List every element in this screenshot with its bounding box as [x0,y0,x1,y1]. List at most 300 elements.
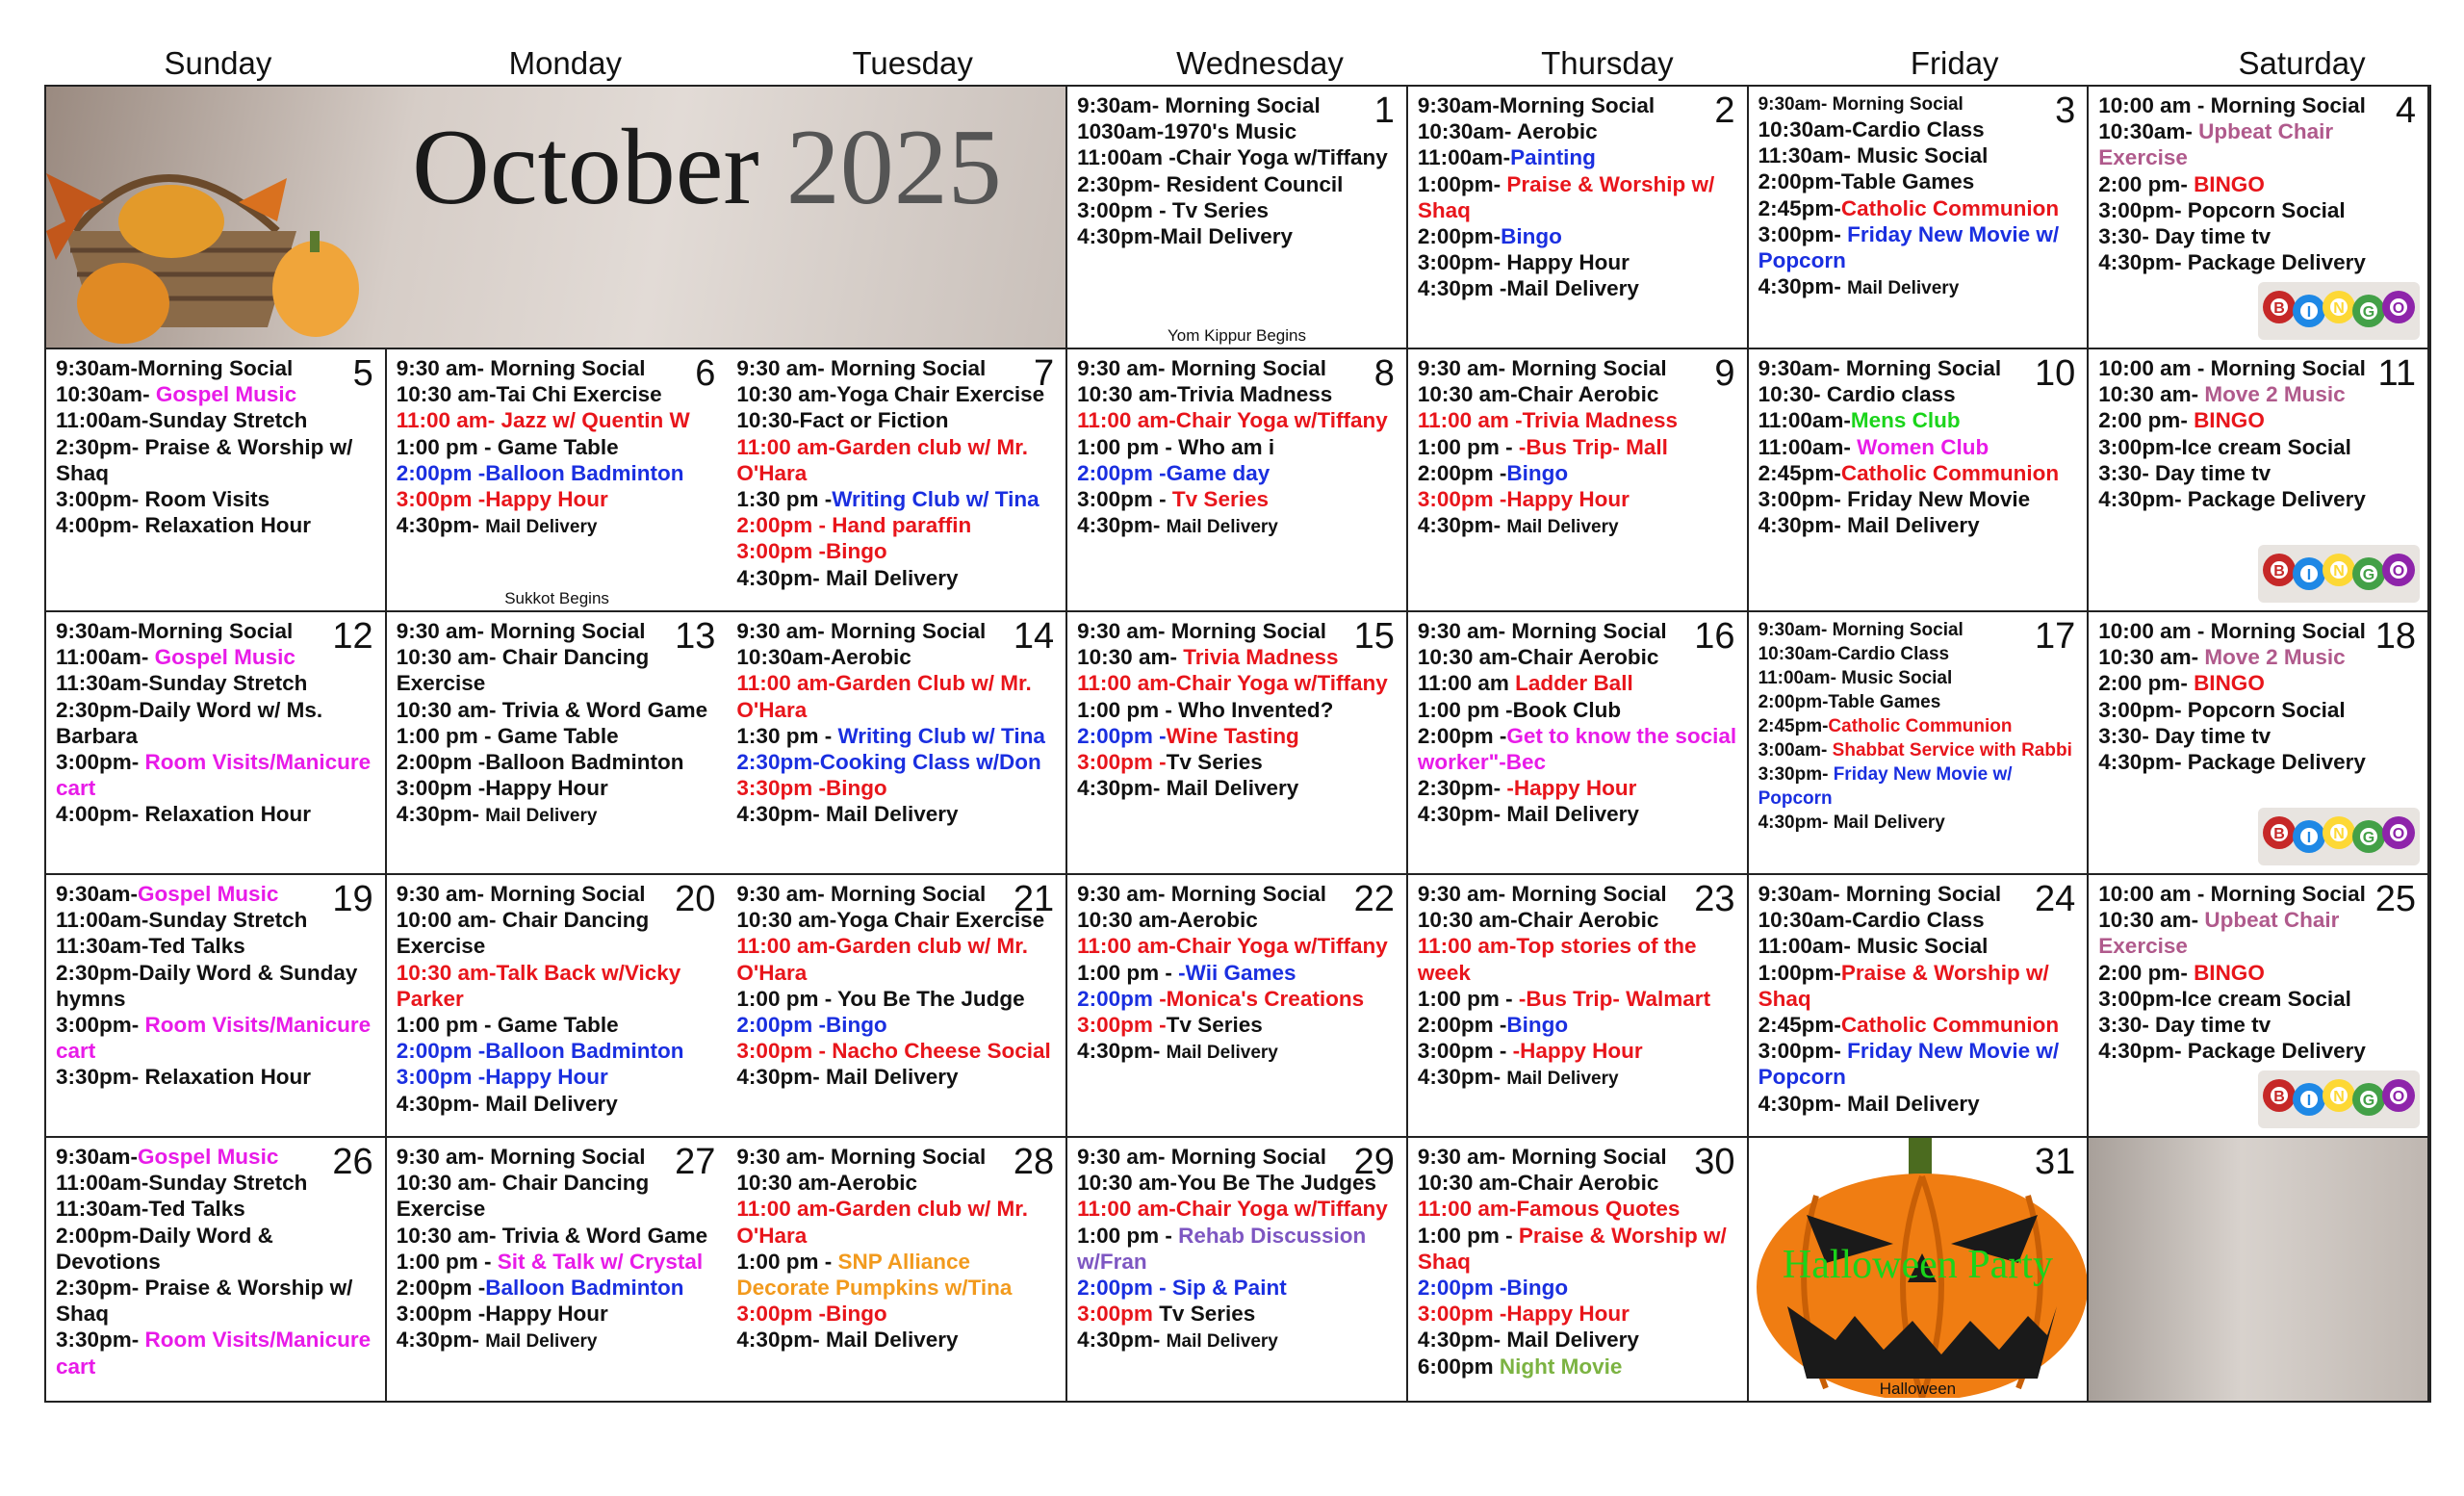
event-item: 9:30am-Morning Social [56,356,294,380]
event-list [397,881,720,1117]
event-item: 10:00 am - Morning Social [2098,882,2366,906]
svg-text:I: I [2306,830,2312,846]
event-item: 11:00am- Gospel Music [56,645,295,670]
event-item: 2:45pm-Catholic Communion [1758,1013,2060,1038]
event-item: 11:00am-Mens Club [1758,408,1961,433]
weekday-sunday: Sunday [164,45,272,81]
day-cell-29 [1067,1138,1408,1401]
event-item: 9:30 am- Morning Social [396,882,646,906]
event-item: 10:00 am- Chair Dancing Exercise [396,908,650,959]
day-number: 15 [1353,616,1395,657]
event-item: 3:00pm - -Happy Hour [1417,1039,1643,1064]
calendar-grid [44,85,2431,1403]
event-list [1758,355,2080,538]
weekday-monday: Monday [508,45,622,81]
event-item: 10:30 am- Trivia & Word Game [396,1223,708,1248]
event-item: 3:00pm- Friday New Movie w/ Popcorn [1758,221,2060,273]
bingo-balls-icon [2258,1070,2420,1128]
event-item: 11:00 am- Jazz w/ Quentin W [396,408,690,433]
event-item: 10:30am-Cardio Class [1758,644,1950,664]
svg-text:I: I [2306,304,2312,321]
event-item: 1:30 pm -Writing Club w/ Tina [736,487,1040,512]
event-item: 3:00pm- Room Visits [56,487,270,512]
event-item: 3:00pm-Ice cream Social [2098,986,2351,1011]
event-item: 9:30am- Morning Social [1758,94,1964,115]
day-number: 30 [1694,1142,1735,1182]
event-item: 3:30- Day time tv [2098,460,2272,485]
event-item: 4:30pm- Mail Delivery [1417,1328,1639,1353]
event-item: 4:30pm- Mail Delivery [1077,513,1278,538]
event-item: 4:30pm -Mail Delivery [1417,276,1639,301]
weekday-wednesday: Wednesday [1176,45,1344,81]
svg-text:O: O [2392,563,2405,580]
event-item: 1:00pm- Praise & Worship w/ Shaq [1417,171,1715,222]
day-number: 1 [1373,90,1395,131]
svg-text:I: I [2306,1093,2312,1109]
event-item: 10:00 am - Morning Social [2098,619,2366,643]
event-item: 3:30- Day time tv [2098,224,2272,249]
event-item: 3:00pm- Popcorn Social [2098,697,2346,722]
event-list [1418,618,1739,828]
svg-text:N: N [2333,300,2345,317]
day-number: 28 [1013,1142,1055,1182]
holiday-note: Yom Kippur Begins [1168,326,1306,345]
event-item: 4:30pm- Package Delivery [2098,487,2366,512]
event-item: 4:30pm- Mail Delivery [396,1091,618,1116]
bingo-balls-icon [2258,545,2420,603]
event-item: 4:30pm- Package Delivery [2098,750,2366,775]
event-item: 11:00 am-Garden club w/ Mr. O'Hara [736,434,1029,485]
event-item: 9:30 am- Morning Social [396,1145,646,1169]
event-item: 11:00 am-Chair Yoga w/Tiffany [1077,671,1388,696]
event-item: 2:30pm- Praise & Worship w/ Shaq [56,434,353,485]
day-number: 10 [2035,353,2076,394]
event-item: 2:45pm-Catholic Communion [1758,460,2060,485]
svg-text:B: B [2273,826,2285,842]
event-item: 4:30pm- Mail Delivery [1417,802,1639,827]
event-item: 11:00 am-Famous Quotes [1417,1197,1681,1222]
event-item: 9:30 am- Morning Social [396,619,646,643]
event-item: 10:30 am- Upbeat Chair Exercise [2098,908,2340,959]
event-list [1077,355,1399,540]
event-item: 9:30 am- Morning Social [1077,1145,1326,1169]
svg-text:G: G [2362,1093,2375,1109]
event-item: 4:30pm- Mail Delivery [1417,1065,1619,1090]
event-list [1758,92,2080,301]
event-item: 3:00pm- Room Visits/Manicure cart [56,750,372,801]
event-item: 4:30pm- Mail Delivery [1758,274,1960,299]
event-list [1418,92,1739,302]
svg-text:N: N [2333,1089,2345,1105]
event-item: 3:00am- Shabbat Service with Rabbi [1758,740,2072,761]
day-cell-30 [1408,1138,1749,1401]
event-item: 2:00 pm- BINGO [2098,671,2265,696]
weekday-saturday: Saturday [2238,45,2366,81]
event-item: 11:30am-Sunday Stretch [56,671,308,696]
svg-text:B: B [2273,1089,2285,1105]
event-item: 3:00pm -Happy Hour [396,776,608,801]
event-list [397,618,720,830]
event-item: 3:00pm -Happy Hour [1417,1302,1630,1327]
day-cell-31 [1749,1138,2090,1401]
event-item: 10:30am-Aerobic [736,645,911,670]
holiday-note: Sukkot Begins [504,589,609,607]
day-cell-28 [727,1138,1067,1401]
day-number: 2 [1714,90,1735,131]
day-number: 24 [2035,879,2076,919]
day-cell-16 [1408,612,1749,875]
event-item: 4:30pm- Mail Delivery [736,1065,959,1090]
event-item: 2:00pm -Get to know the social worker"-Bec [1417,723,1737,775]
event-item: 1:00 pm - Who Invented? [1077,697,1334,722]
event-item: 10:30 am- Trivia Madness [1077,645,1339,670]
event-item: 11:30am- Music Social [1758,143,1989,168]
day-number: 9 [1714,353,1735,394]
event-item: 9:30 am- Morning Social [1077,882,1326,906]
day-number: 7 [1034,353,1055,394]
day-number: 13 [675,616,716,657]
event-item: 1:00 pm - SNP Alliance Decorate Pumpkins w/Tina [736,1249,1013,1301]
day-cell-7 [727,349,1067,612]
event-item: 4:30pm- Mail Delivery [396,513,598,538]
day-cell-3 [1749,87,2090,349]
event-item: 4:30pm- Mail Delivery [736,802,959,827]
event-item: 3:00pm- Friday New Movie [1758,487,2031,512]
event-item: 2:00 pm- BINGO [2098,408,2265,433]
event-item: 4:00pm- Relaxation Hour [56,802,312,827]
day-cell-23 [1408,875,1749,1138]
event-item: 2:00pm -Balloon Badminton [396,1039,684,1064]
bingo-balls-icon [2258,808,2420,865]
event-item: 10:30 am-Chair Aerobic [1417,645,1659,670]
event-item: 10:30 am-Trivia Madness [1077,382,1333,407]
svg-text:N: N [2333,826,2345,842]
event-item: 3:00pm Tv Series [1077,1302,1256,1327]
event-item: 3:30pm- Room Visits/Manicure cart [56,1328,372,1379]
day-cell-24 [1749,875,2090,1138]
event-item: 2:45pm-Catholic Communion [1758,195,2060,220]
day-cell-12 [46,612,387,875]
event-list [56,355,377,538]
event-list [1077,618,1399,801]
event-item: 2:00pm - Hand paraffin [736,513,972,538]
day-cell-11 [2089,349,2429,612]
event-item: 9:30 am- Morning Social [396,356,646,380]
event-item: 11:00 am-Garden club w/ Mr. O'Hara [736,934,1029,985]
event-item: 10:30 am- Move 2 Music [2098,645,2346,670]
event-item: 1:00 pm - Rehab Discussion w/Fran [1077,1223,1367,1274]
event-item: 4:30pm- Mail Delivery [1077,776,1299,801]
event-item: 4:30pm- Package Delivery [2098,250,2366,275]
day-cell-17 [1749,612,2090,875]
event-item: 11:00am-Sunday Stretch [56,1171,308,1196]
svg-text:G: G [2362,830,2375,846]
day-cell-4 [2089,87,2429,349]
day-number: 16 [1694,616,1735,657]
event-item: 10:00 am - Morning Social [2098,93,2366,117]
event-item: 10:30 am- Move 2 Music [2098,382,2346,407]
event-list [397,355,720,540]
halloween-party-label: Halloween Party [1782,1243,2053,1287]
event-item: 11:00 am-Chair Yoga w/Tiffany [1077,408,1388,433]
day-cell-18 [2089,612,2429,875]
event-item: 4:30pm- Mail Delivery [1077,1328,1278,1353]
event-item: 9:30 am- Morning Social [1417,619,1667,643]
event-item: 10:30 am-You Be The Judges [1077,1171,1377,1196]
event-item: 6:00pm Night Movie [1417,1354,1623,1379]
event-item: 10:30 am-Yoga Chair Exercise [736,908,1045,933]
event-item: 11:00 am-Chair Yoga w/Tiffany [1077,1197,1388,1222]
event-item: 1:30 pm - Writing Club w/ Tina [736,723,1045,748]
day-cell-14 [727,612,1067,875]
day-cell-22 [1067,875,1408,1138]
event-item: 2:00pm -Bingo [1417,460,1569,485]
event-item: 9:30am-Gospel Music [56,1145,279,1169]
event-item: 4:30pm-Mail Delivery [1077,224,1293,249]
event-list [397,1144,720,1355]
event-item: 1:00 pm - Praise & Worship w/ Shaq [1417,1223,1727,1274]
event-item: 3:00pm-Ice cream Social [2098,434,2351,459]
event-item: 9:30 am- Morning Social [736,619,987,643]
event-item: 11:00 am-Garden Club w/ Mr. O'Hara [736,671,1032,722]
event-item: 2:00pm -Wine Tasting [1077,723,1299,748]
day-cell-21 [727,875,1067,1138]
event-item: 11:00am-Painting [1417,145,1596,170]
event-item: 1:00 pm - You Be The Judge [736,986,1025,1011]
event-list [1418,1144,1739,1380]
svg-text:B: B [2273,300,2285,317]
event-item: 3:00pm - Nacho Cheese Social [736,1039,1051,1064]
event-item: 3:00pm - Tv Series [1077,197,1269,222]
event-item: 4:30pm- Mail Delivery [736,565,959,590]
day-number: 27 [675,1142,716,1182]
year: 2025 [785,108,1002,227]
event-item: 2:30pm- -Happy Hour [1417,776,1637,801]
event-item: 1:00 pm - -Bus Trip- Walmart [1417,986,1711,1011]
event-item: 2:00pm -Balloon Badminton [396,460,684,485]
day-cell-20 [387,875,728,1138]
event-item: 4:30pm- Package Delivery [2098,1039,2366,1064]
svg-text:O: O [2392,300,2405,317]
event-list [736,618,1058,828]
event-item: 3:00pm -Happy Hour [1417,487,1630,512]
event-item: 3:30pm- Relaxation Hour [56,1065,312,1090]
day-number: 23 [1694,879,1735,919]
event-item: 2:00pm -Monica's Creations [1077,986,1365,1011]
day-number: 11 [2377,353,2416,394]
month-banner [46,87,1067,349]
day-number: 25 [2374,879,2416,919]
day-cell-6 [387,349,728,612]
event-item: 9:30 am- Morning Social [736,356,987,380]
event-item: 1:00pm-Praise & Worship w/ Shaq [1758,960,2049,1011]
day-cell-10 [1749,349,2090,612]
day-number: 3 [2055,90,2076,131]
event-item: 3:00pm- Friday New Movie w/ Popcorn [1758,1039,2060,1090]
event-list [1758,881,2080,1117]
event-item: 11:00 am Ladder Ball [1417,671,1633,696]
event-item: 9:30am- Morning Social [1758,882,2002,906]
event-item: 11:00 am -Trivia Madness [1417,408,1678,433]
event-item: 10:00 am - Morning Social [2098,356,2366,380]
event-item: 4:30pm- Mail Delivery [1758,1091,1980,1116]
weekday-header [44,42,2464,85]
event-item: 2:00pm - Sip & Paint [1077,1276,1287,1301]
event-list [1077,92,1399,249]
day-cell-9 [1408,349,1749,612]
event-item: 9:30 am- Morning Social [736,1145,987,1169]
event-item: 3:00pm -Bingo [736,1302,887,1327]
event-item: 4:30pm- Mail Delivery [396,1328,598,1353]
svg-text:O: O [2392,1089,2405,1105]
event-item: 3:30- Day time tv [2098,1013,2272,1038]
event-item: 9:30 am- Morning Social [1077,619,1326,643]
event-item: 3:30pm -Bingo [736,776,887,801]
svg-text:G: G [2362,304,2375,321]
event-item: 1030am-1970's Music [1077,119,1297,144]
event-item: 11:00am- Music Social [1758,934,1989,959]
day-number: 31 [2035,1142,2076,1182]
event-item: 3:30- Day time tv [2098,723,2272,748]
event-list [56,618,377,828]
event-item: 10:30 am- Chair Dancing Exercise [396,1171,650,1222]
event-item: 10:30 am-Chair Aerobic [1417,382,1659,407]
event-item: 10:30am- Upbeat Chair Exercise [2098,119,2334,170]
day-cell-27 [387,1138,728,1401]
month-name: October [412,108,759,227]
day-number: 14 [1013,616,1055,657]
holiday-note: Halloween [1879,1380,1957,1398]
event-item: 10:30am-Cardio Class [1758,908,1985,933]
pumpkin-basket-image [46,87,393,347]
event-item: 9:30am-Morning Social [56,619,294,643]
day-cell-26 [46,1138,387,1401]
event-item: 10:30am- Aerobic [1417,119,1598,144]
day-cell-8 [1067,349,1408,612]
event-item: 2:45pm-Catholic Communion [1758,716,2013,736]
day-number: 20 [675,879,716,919]
event-item: 4:30pm- Mail Delivery [1758,513,1980,538]
day-cell-2 [1408,87,1749,349]
event-list [1418,355,1739,540]
event-item: 2:00pm-Bingo [1417,224,1562,249]
day-number: 4 [2395,90,2416,131]
event-item: 4:30pm- Mail Delivery [1758,812,1945,833]
event-item: 2:00pm-Table Games [1758,169,1975,194]
event-item: 3:00pm -Happy Hour [396,1065,608,1090]
event-item: 3:00pm- Room Visits/Manicure cart [56,1013,372,1064]
event-item: 10:30 am-Yoga Chair Exercise [736,382,1045,407]
day-number: 12 [332,616,373,657]
event-item: 1:00 pm - Game Table [396,1013,619,1038]
event-item: 11:30am-Ted Talks [56,1197,245,1222]
event-item: 10:30 am-Aerobic [1077,908,1258,933]
event-item: 1:00 pm - Game Table [396,723,619,748]
event-list [56,881,377,1091]
day-number: 5 [352,353,373,394]
svg-text:N: N [2333,563,2345,580]
day-number: 8 [1373,353,1395,394]
event-item: 9:30 am- Morning Social [1417,882,1667,906]
event-list [736,1144,1058,1354]
event-item: 3:00pm -Happy Hour [396,1302,608,1327]
event-item: 3:00pm -Tv Series [1077,1013,1263,1038]
bingo-balls-icon [2258,282,2420,340]
event-list [736,355,1058,591]
event-item: 3:00pm - Tv Series [1077,487,1269,512]
event-item: 10:30 am-Talk Back w/Vicky Parker [396,960,681,1011]
event-item: 3:00pm- Happy Hour [1417,250,1630,275]
event-item: 10:30 am-Chair Aerobic [1417,908,1659,933]
event-list [736,881,1058,1091]
event-item: 4:30pm- Mail Delivery [396,802,598,827]
event-item: 9:30 am- Morning Social [1417,1145,1667,1169]
event-item: 11:00am- Music Social [1758,668,1953,688]
day-cell-1 [1067,87,1408,349]
event-list [2098,92,2420,275]
event-item: 10:30 am-Aerobic [736,1171,918,1196]
event-item: 10:30am-Cardio Class [1758,117,1985,142]
event-list [56,1144,377,1380]
event-item: 2:00pm -Bingo [1417,1276,1569,1301]
event-item: 9:30am-Morning Social [1417,93,1656,117]
event-item: 11:00 am-Garden club w/ Mr. O'Hara [736,1197,1029,1248]
event-list [2098,881,2420,1064]
day-number: 18 [2374,616,2416,657]
event-list [1077,1144,1399,1355]
event-item: 2:00pm-Table Games [1758,692,1941,712]
event-item: 9:30 am- Morning Social [1077,356,1326,380]
day-number: 26 [332,1142,373,1182]
event-item: 2:00pm-Daily Word & Devotions [56,1223,273,1274]
event-item: 9:30am-Gospel Music [56,882,279,906]
day-number: 6 [695,353,716,394]
event-item: 10:30 am-Tai Chi Exercise [396,382,662,407]
event-item: 9:30 am- Morning Social [1417,356,1667,380]
event-item: 3:00pm- Popcorn Social [2098,197,2346,222]
event-list [2098,355,2420,512]
event-item: 11:00am-Sunday Stretch [56,908,308,933]
day-number: 21 [1013,879,1055,919]
event-item: 4:30pm- Mail Delivery [1417,513,1619,538]
event-item: 10:30am- Gospel Music [56,382,297,407]
event-item: 3:00pm -Bingo [736,539,887,564]
event-item: 2:00pm -Balloon Badminton [396,1276,684,1301]
event-item: 4:30pm- Mail Delivery [1077,1039,1278,1064]
event-item: 2:00 pm- BINGO [2098,960,2265,985]
event-item: 1:00 pm - Who am i [1077,434,1275,459]
event-item: 9:30 am- Morning Social [736,882,987,906]
event-item: 1:00 pm -Book Club [1417,697,1622,722]
event-item: 10:30 am- Chair Dancing Exercise [396,645,650,696]
event-item: 11:00am- Women Club [1758,434,1989,459]
weekday-thursday: Thursday [1541,45,1674,81]
event-item: 2:30pm-Cooking Class w/Don [736,750,1041,775]
empty-cell [2089,1138,2429,1401]
day-cell-5 [46,349,387,612]
event-item: 2:00pm -Balloon Badminton [396,750,684,775]
svg-text:O: O [2392,826,2405,842]
svg-text:G: G [2362,567,2375,583]
event-list [2098,618,2420,775]
day-number: 29 [1353,1142,1395,1182]
event-item: 11:00am-Sunday Stretch [56,408,308,433]
day-number: 22 [1353,879,1395,919]
weekday-friday: Friday [1910,45,1999,81]
event-item: 2:30pm-Daily Word & Sunday hymns [56,960,358,1011]
event-item: 9:30am- Morning Social [1077,93,1321,117]
event-list [1418,881,1739,1093]
